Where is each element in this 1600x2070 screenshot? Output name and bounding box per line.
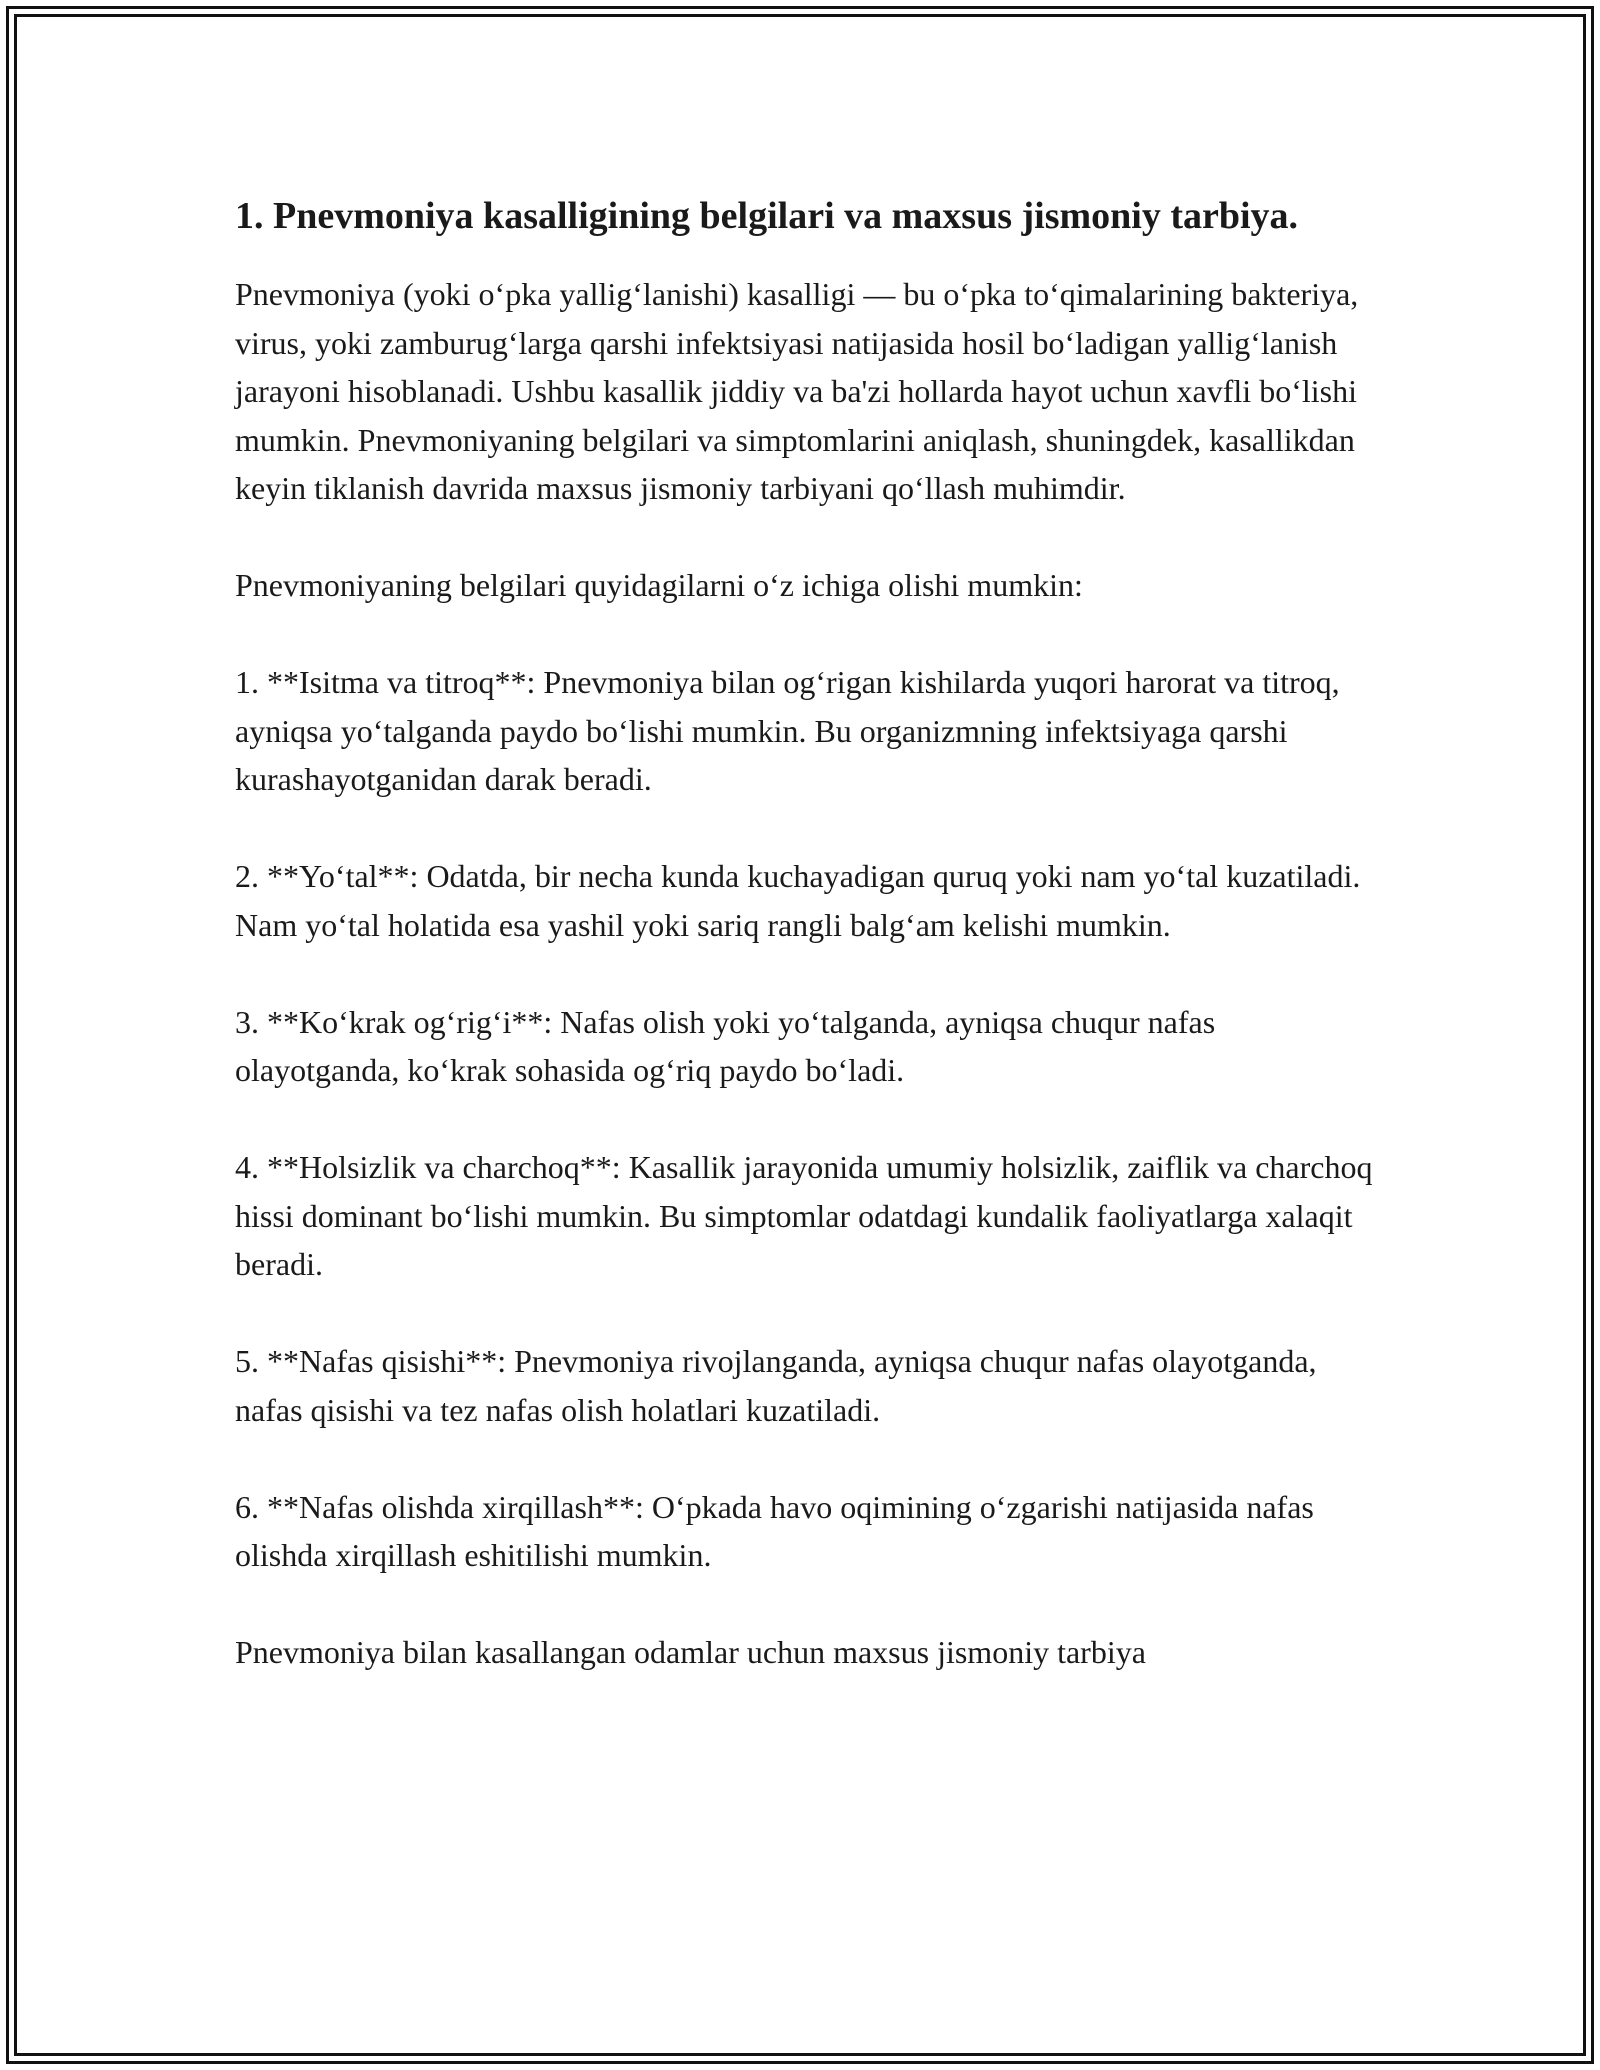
list-item: 3. **Ko‘krak og‘rig‘i**: Nafas olish yoki yo‘talganda, ayniqsa chuqur nafas olayotganda, ko‘krak sohasida og‘riq paydo bo‘ladi. bbox=[235, 1003, 1216, 1088]
list-item: 4. **Holsizlik va charchoq**: Kasallik jarayonida umumiy holsizlik, zaiflik va charchoq hissi dominant bo‘lishi mumkin. Bu simptomlar odatdagi kundalik faoliyatlarga xalaqit beradi. bbox=[235, 1149, 1373, 1282]
list-item: 1. **Isitma va titroq**: Pnevmoniya bilan og‘rigan kishilarda yuqori harorat va titroq, ayniqsa yo‘talganda paydo bo‘lishi mumkin. Bu organizmning infektsiyaga qarshi kurashayotganidan darak beradi. bbox=[235, 664, 1340, 797]
document-body bbox=[235, 188, 1375, 1677]
intro-paragraph: Pnevmoniya (yoki o‘pka yallig‘lanishi) kasalligi — bu o‘pka to‘qimalarining bakteriya, virus, yoki zamburug‘larga qarshi infektsiyasi natijasida hosil bo‘ladigan yallig‘lanish jarayoni hisoblanadi. Ushbu kasallik jiddiy va ba'zi hollarda hayot uchun xavfli bo‘lishi mumkin. Pnevmoniyaning belgilari va simptomlarini aniqlash, shuningdek, kasallikdan keyin tiklanish davrida maxsus jismoniy tarbiyani qo‘llash muhimdir. bbox=[235, 276, 1359, 506]
list-item: 5. **Nafas qisishi**: Pnevmoniya rivojlanganda, ayniqsa chuqur nafas olayotganda, nafas qisishi va tez nafas olish holatlari kuzatiladi. bbox=[235, 1343, 1317, 1428]
list-item: 2. **Yo‘tal**: Odatda, bir necha kunda kuchayadigan quruq yoki nam yo‘tal kuzatiladi. Nam yo‘tal holatida esa yashil yoki sariq rangli balg‘am kelishi mumkin. bbox=[235, 858, 1361, 943]
list-item: 6. **Nafas olishda xirqillash**: O‘pkada havo oqimining o‘zgarishi natijasida nafas olishda xirqillash eshitilishi mumkin. bbox=[235, 1488, 1314, 1573]
list-intro-paragraph: Pnevmoniyaning belgilari quyidagilarni o‘z ichiga olishi mumkin: bbox=[235, 567, 1083, 603]
closing-paragraph: Pnevmoniya bilan kasallangan odamlar uchun maxsus jismoniy tarbiya bbox=[235, 1634, 1146, 1670]
document-title: 1. Pnevmoniya kasalligining belgilari va maxsus jismoniy tarbiya. bbox=[235, 195, 1299, 237]
